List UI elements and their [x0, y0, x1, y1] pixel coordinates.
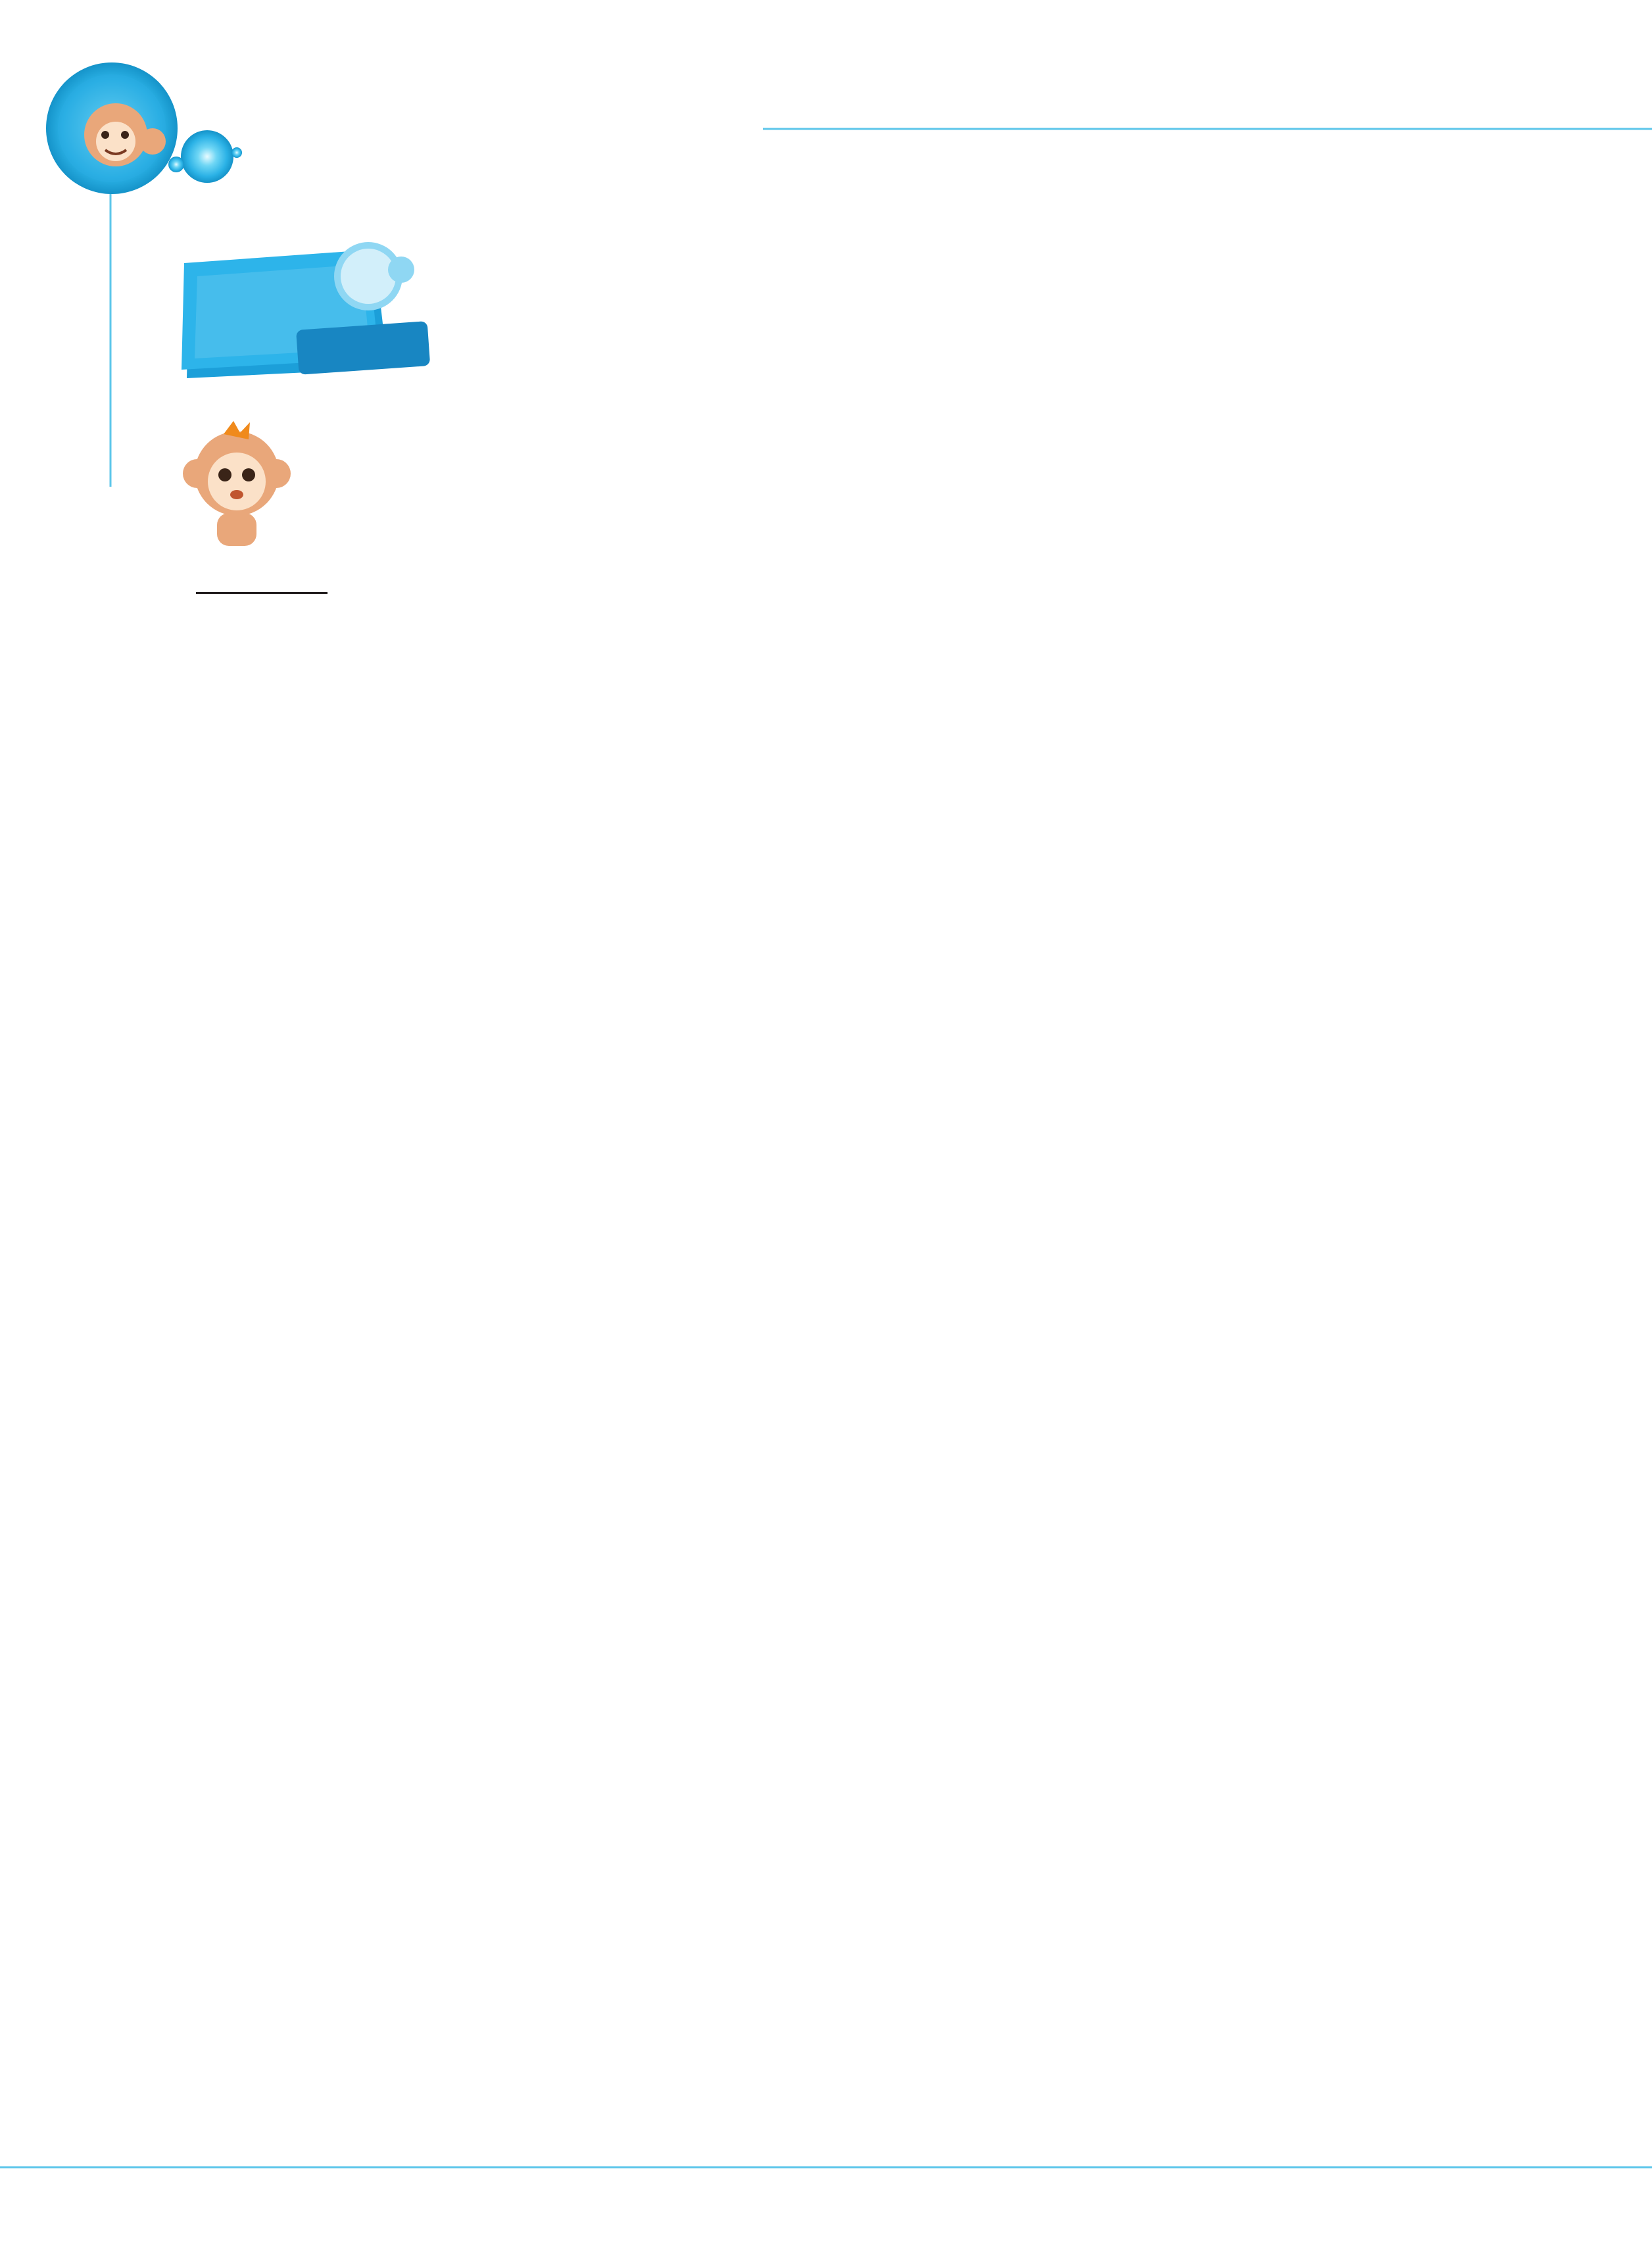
question-3	[178, 1283, 1532, 1332]
answer-blank[interactable]	[196, 566, 328, 594]
corner-monkey-emblem	[46, 62, 178, 194]
watermark	[485, 583, 1238, 1337]
watermark-line-2	[498, 583, 996, 1081]
question-2	[178, 896, 192, 945]
question-4	[178, 1669, 192, 1724]
day-badge	[178, 230, 447, 395]
monkey-silhouette-icon	[334, 242, 414, 310]
watermark-line-1	[485, 583, 996, 1095]
monkey-mascot-icon	[171, 421, 309, 552]
bottom-decoration	[0, 2124, 1652, 2217]
question-1	[178, 559, 331, 608]
